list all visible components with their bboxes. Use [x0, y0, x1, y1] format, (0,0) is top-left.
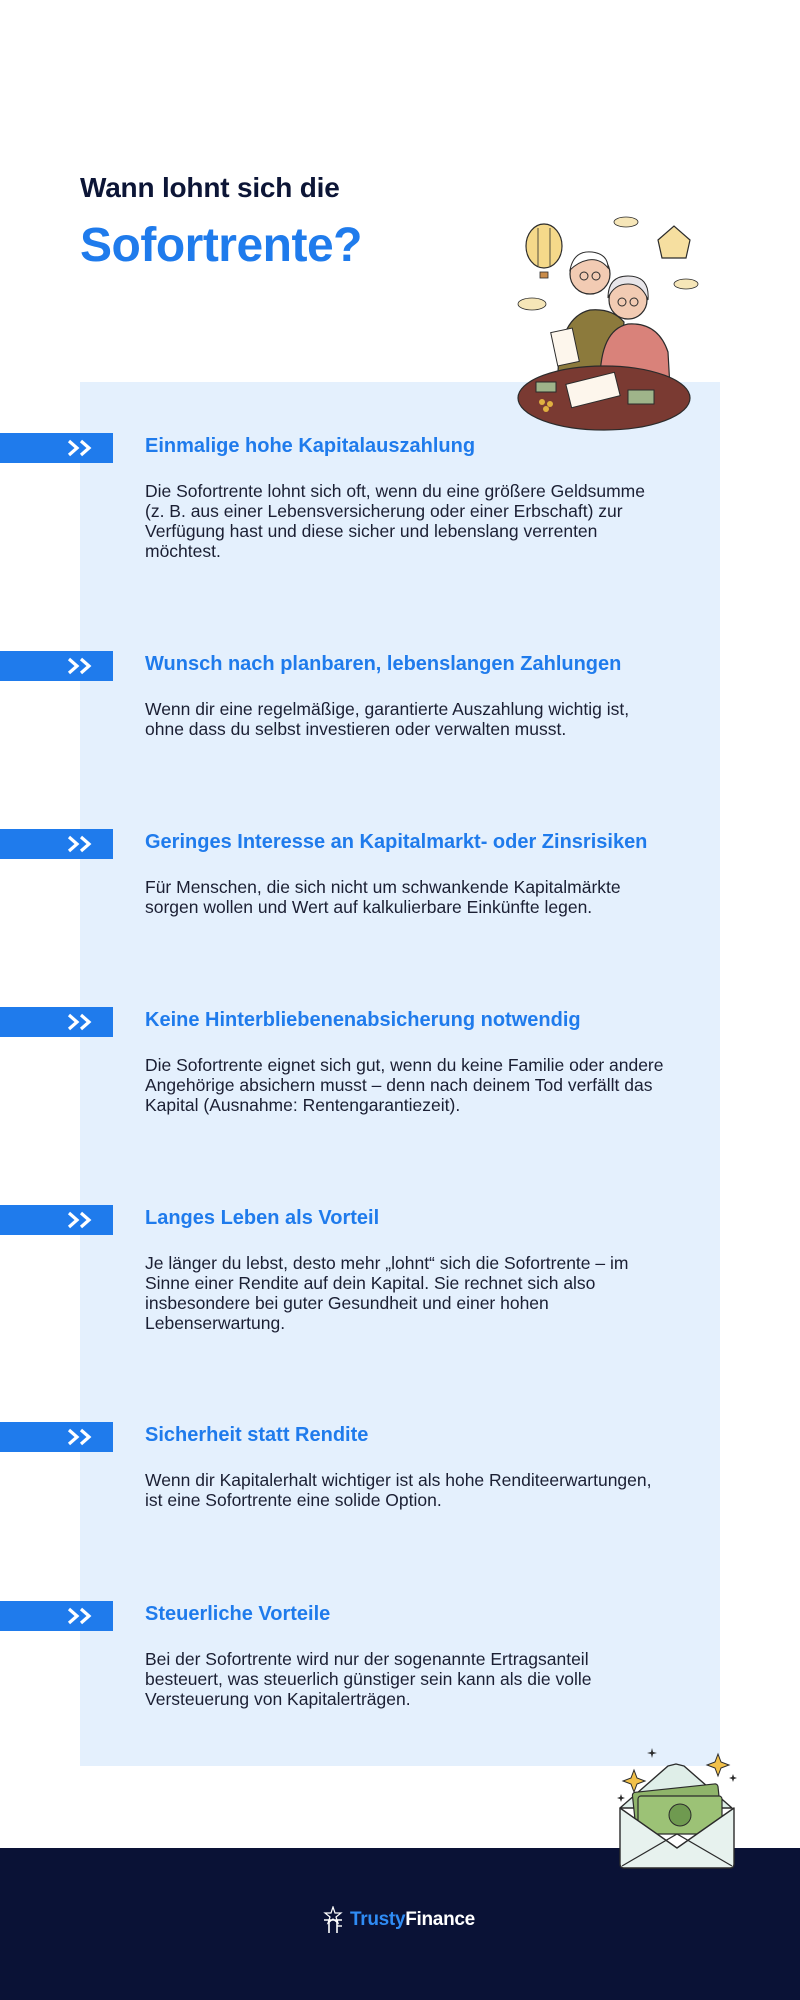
title-line-1: Wann lohnt sich die: [80, 172, 340, 203]
double-chevron-right-icon: [66, 1012, 96, 1032]
double-chevron-right-icon: [66, 1606, 96, 1626]
item-text: Wenn dir Kapitalerhalt wichtiger ist als hohe Renditeerwartungen, ist eine Sofortrente eine solide Option.: [145, 1470, 652, 1510]
double-chevron-right-icon: [66, 656, 96, 676]
item-text: Wenn dir eine regelmäßige, garantierte Auszahlung wichtig ist, ohne dass du selbst investieren oder verwalten musst.: [145, 699, 630, 739]
item-marker: [0, 433, 113, 463]
item-text: Die Sofortrente eignet sich gut, wenn du keine Familie oder andere Angehörige absichern musst – denn nach deinem Tod verfällt das Kapital (Ausnahme: Rentengarantiezeit).: [145, 1055, 664, 1115]
item-title: Einmalige hohe Kapitalauszahlung: [145, 435, 476, 457]
item-title: Langes Leben als Vorteil: [145, 1207, 380, 1229]
item-marker: [0, 1007, 113, 1037]
item-text: Je länger du lebst, desto mehr „lohnt“ sich die Sofortrente – im Sinne einer Rendite auf dein Kapital. Sie rechnet sich also insbesondere bei guter Gesundheit und einer hohen Lebenserwartung.: [145, 1253, 629, 1333]
item-title: Keine Hinterbliebenenabsicherung notwendig: [145, 1009, 581, 1031]
item-text: Die Sofortrente lohnt sich oft, wenn du eine größere Geldsumme (z. B. aus einer Lebensversicherung oder einer Erbschaft) zur Verfügung hast und diese sicher und lebenslang verrenten möchtest.: [145, 481, 645, 561]
item-marker: [0, 1205, 113, 1235]
item-title: Sicherheit statt Rendite: [145, 1424, 369, 1446]
double-chevron-right-icon: [66, 834, 96, 854]
item-title: Wunsch nach planbaren, lebenslangen Zahlungen: [145, 653, 622, 675]
brand-logo[interactable]: [320, 1904, 475, 1936]
item-text: Für Menschen, die sich nicht um schwankende Kapitalmärkte sorgen wollen und Wert auf kalkulierbare Einkünfte legen.: [145, 877, 621, 917]
page-title: Sofortrente?: [80, 219, 362, 272]
money-envelope-illustration: [612, 1744, 742, 1872]
item-text: Bei der Sofortrente wird nur der sogenannte Ertragsanteil besteuert, was steuerlich günstiger sein kann als die volle Versteuerung von Kapitalerträgen.: [145, 1649, 592, 1709]
double-chevron-right-icon: [66, 1427, 96, 1447]
item-title: Geringes Interesse an Kapitalmarkt- oder Zinsrisiken: [145, 831, 648, 853]
item-marker: [0, 1601, 113, 1631]
double-chevron-right-icon: [66, 438, 96, 458]
double-chevron-right-icon: [66, 1210, 96, 1230]
item-marker: [0, 1422, 113, 1452]
item-title: Steuerliche Vorteile: [145, 1603, 331, 1625]
elderly-couple-illustration: [508, 212, 708, 442]
item-marker: [0, 829, 113, 859]
item-marker: [0, 651, 113, 681]
trustyfinance-logo-icon: [320, 1906, 346, 1934]
brand-name-part1: Trusty: [350, 1909, 406, 1930]
brand-name-part2: Finance: [405, 1909, 475, 1930]
